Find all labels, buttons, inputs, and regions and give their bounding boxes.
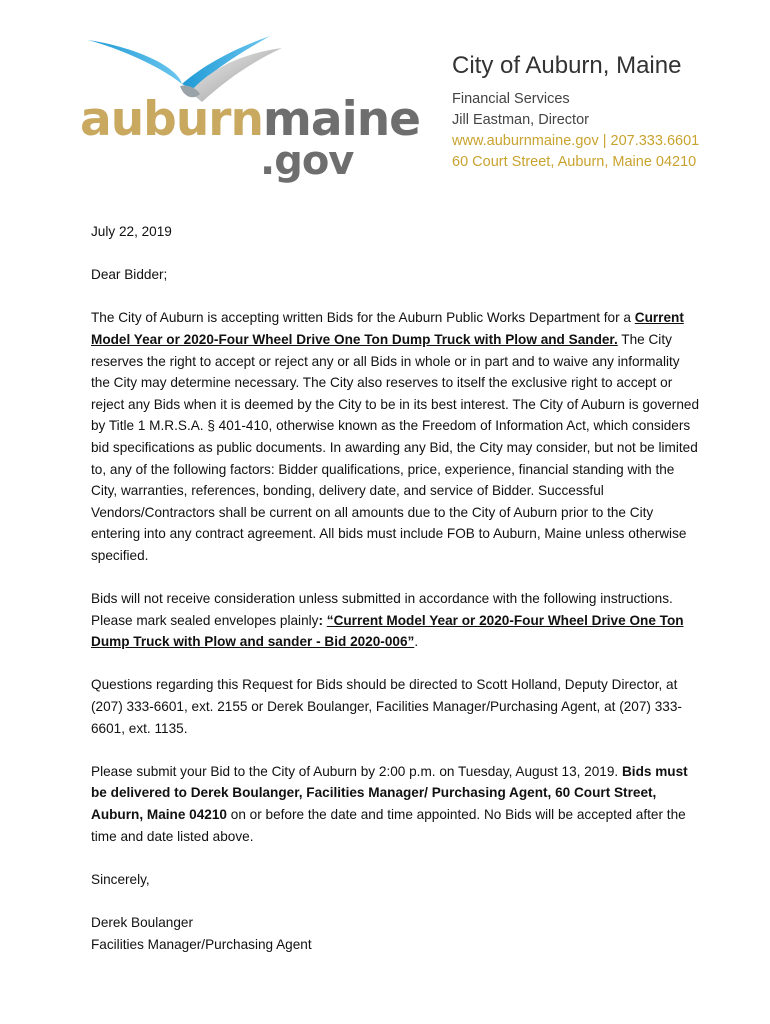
envelope-label: “Current Model Year or 2020-Four Wheel Drive One Ton Dump Truck with Plow and sander - Bid 2020-006” — [91, 612, 684, 650]
website-phone: www.auburnmaine.gov | 207.333.6601 — [452, 132, 700, 149]
director: Jill Eastman, Director — [452, 111, 589, 128]
closing: Sincerely, — [91, 871, 150, 887]
logo-gov: .gov — [260, 138, 354, 184]
city-logo — [70, 28, 421, 184]
city-name: City of Auburn, Maine — [452, 52, 682, 79]
salutation: Dear Bidder; — [91, 267, 168, 283]
delivery-instructions: Bids must be delivered to Derek Boulanger, Facilities Manager/ Purchasing Agent, 60 Court Street, Auburn, Maine 04210 — [91, 763, 688, 823]
logo-wordmark: auburnmaine — [80, 92, 421, 147]
address: 60 Court Street, Auburn, Maine 04210 — [452, 153, 697, 170]
signer-title: Facilities Manager/Purchasing Agent — [91, 936, 312, 952]
signer-name: Derek Boulanger — [91, 915, 194, 930]
department: Financial Services — [452, 90, 570, 107]
bid-title: Current Model Year or 2020-Four Wheel Drive One Ton Dump Truck with Plow and Sander. — [91, 310, 684, 347]
paragraph-3: Questions regarding this Request for Bids should be directed to Scott Holland, Deputy Director, at (207) 333-6601, ext. 2155 or Derek Boulanger, Facilities Manager/Purchasing Agent, at (207) 333-6601, ext. 1135. — [91, 677, 682, 736]
paragraph-4: Please submit your Bid to the City of Auburn by 2:00 p.m. on Tuesday, August 13, 2019. Bids must be delivered to Derek Boulanger, Facilities Manager/ Purchasing Agent, 60 Court Street, Auburn, Maine 04210 on or before the date and time appointed. No Bids will be accepted after the time and date listed above. — [91, 763, 688, 844]
letterhead — [452, 52, 699, 173]
paragraph-2: Bids will not receive consideration unless submitted in accordance with the following instructions. Please mark sealed envelopes plainly: “Current Model Year or 2020-Four Wheel Drive One Ton Dump Truck with Plow and sander - Bid 2020-006”. — [91, 591, 684, 650]
letter-body — [91, 221, 701, 955]
letter-date: July 22, 2019 — [91, 224, 172, 239]
paragraph-1: The City of Auburn is accepting written Bids for the Auburn Public Works Department for a Current Model Year or 2020-Four Wheel Drive One Ton Dump Truck with Plow and Sander. The City reserves the right to accept or reject any or all Bids in whole or in part and to waive any informality the City may determine necessary. The City also reserves to itself the exclusive right to accept or reject any Bids when it is deemed by the City to be in its best interest. The City of Auburn is governed by Title 1 M.R.S.A. § 401-410, otherwise known as the Freedom of Information Act, which considers bid specifications as public documents. In awarding any Bid, the City may consider, but not be limited to, any of the following factors: Bidder qualifications, price, experience, financial standing with the City, warranties, references, bonding, delivery date, and service of Bidder. Successful Vendors/Contractors shall be current on all amounts due to the City of Auburn prior to the City entering into any contract agreement. All bids must include FOB to Auburn, Maine unless otherwise specified. — [91, 310, 700, 563]
